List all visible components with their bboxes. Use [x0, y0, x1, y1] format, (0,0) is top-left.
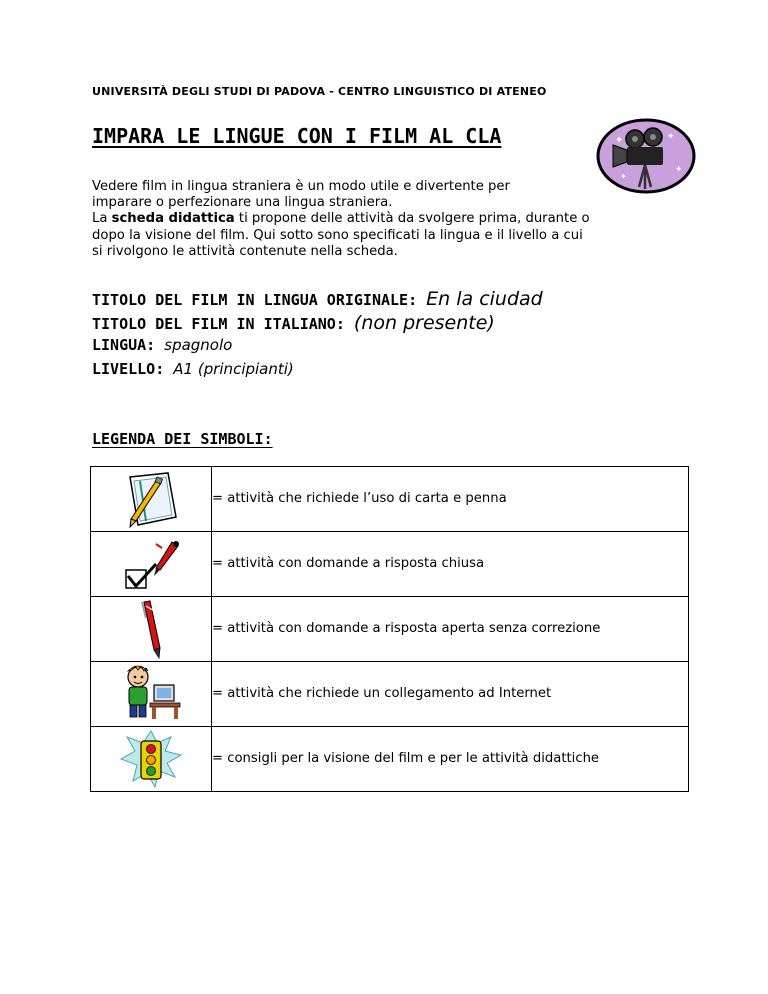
page-title: IMPARA LE LINGUE CON I FILM AL CLA: [92, 124, 502, 148]
notepad-pencil-icon: [116, 469, 186, 529]
language-row: [92, 336, 543, 360]
svg-text:✦: ✦: [615, 135, 624, 146]
traffic-light-icon: [115, 729, 187, 789]
language-value: spagnolo: [164, 336, 233, 354]
legend-text: = attività con domande a risposta aperta senza correzione: [212, 597, 689, 662]
red-pen-icon: [116, 598, 186, 660]
level-row: [92, 360, 543, 384]
svg-text:✦: ✦: [667, 132, 675, 142]
legend-row: [91, 597, 689, 662]
intro-line: dopo la visione del film. Qui sotto sono specificati la lingua e il livello a cui: [92, 227, 583, 243]
intro-emphasis: scheda didattica: [111, 211, 235, 227]
intro-line: Vedere film in lingua straniera è un modo utile e divertente per: [92, 179, 510, 194]
legend-icon-cell: [91, 662, 212, 727]
language-label: LINGUA:: [92, 336, 156, 354]
legend-icon-cell: [91, 532, 212, 597]
checkbox-pen-icon: [116, 534, 186, 594]
legend-row: [91, 727, 689, 792]
intro-text: La: [92, 211, 112, 227]
film-info: [92, 288, 543, 384]
university-header: UNIVERSITÀ DEGLI STUDI DI PADOVA - CENTRO LINGUISTICO DI ATENEO: [92, 85, 547, 98]
original-title-value: En la ciudad: [426, 288, 543, 310]
legend-text: = attività con domande a risposta chiusa: [212, 532, 689, 597]
legend-icon-cell: [91, 597, 212, 662]
legend-text: = attività che richiede l’uso di carta e penna: [212, 467, 689, 532]
intro-line: imparare o perfezionare una lingua straniera.: [92, 195, 393, 211]
legend-row: [91, 662, 689, 727]
intro-line: [92, 211, 682, 227]
legend-icon-cell: [91, 727, 212, 792]
level-value: A1 (principianti): [173, 360, 294, 378]
legend-icon-cell: [91, 467, 212, 532]
svg-text:✦: ✦: [675, 165, 683, 175]
svg-text:✦: ✦: [620, 172, 627, 181]
legend-text: = attività che richiede un collegamento ad Internet: [212, 662, 689, 727]
legend-table: [90, 466, 689, 792]
legend-row: [91, 532, 689, 597]
legend-text: = consigli per la visione del film e per le attività didattiche: [212, 727, 689, 792]
intro-paragraph: [92, 179, 682, 260]
original-title-row: [92, 288, 543, 312]
intro-text: ti propone delle attività da svolgere prima, durante o: [234, 211, 590, 227]
intro-line: si rivolgono le attività contenute nella scheda.: [92, 243, 398, 259]
legend-title: LEGENDA DEI SIMBOLI:: [92, 430, 273, 448]
italian-title-row: [92, 312, 543, 336]
italian-title-value: (non presente): [353, 312, 495, 334]
person-computer-icon: [116, 663, 186, 725]
original-title-label: TITOLO DEL FILM IN LINGUA ORIGINALE:: [92, 291, 418, 309]
italian-title-label: TITOLO DEL FILM IN ITALIANO:: [92, 315, 345, 333]
legend-row: [91, 467, 689, 532]
level-label: LIVELLO:: [92, 360, 165, 378]
